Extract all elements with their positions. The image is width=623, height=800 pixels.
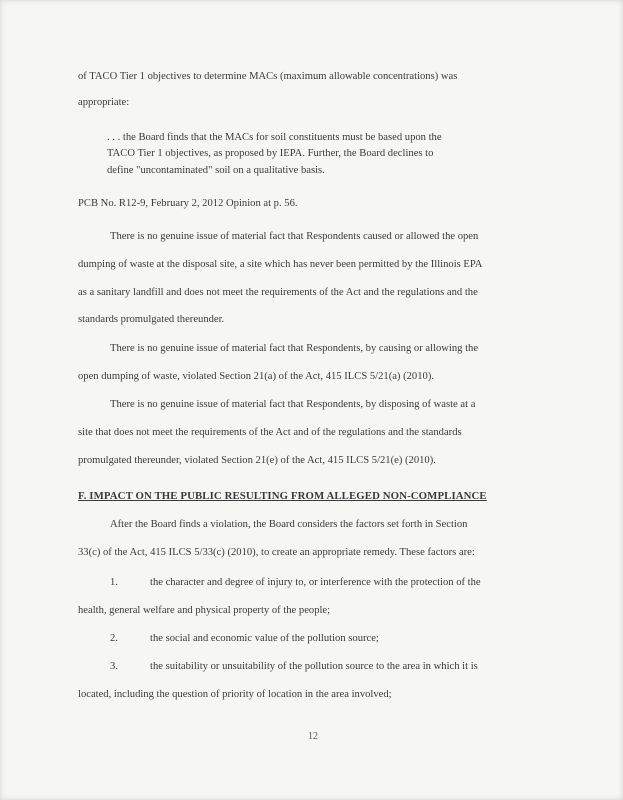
list-item-continuation: located, including the question of priority of location in the area involved;	[78, 689, 392, 700]
paragraph-line: standards promulgated thereunder.	[78, 314, 225, 325]
paragraph-line: There is no genuine issue of material fact that Respondents, by disposing of waste at a	[110, 399, 476, 410]
paragraph-line: After the Board finds a violation, the Board considers the factors set forth in Section	[110, 519, 468, 530]
list-number: 3.	[110, 661, 118, 672]
list-text: the character and degree of injury to, or interference with the protection of the	[150, 577, 481, 588]
list-text: the social and economic value of the pollution source;	[150, 633, 379, 644]
paragraph-line: There is no genuine issue of material fact that Respondents, by causing or allowing the	[110, 343, 479, 354]
paragraph-line: open dumping of waste, violated Section 21(a) of the Act, 415 ILCS 5/21(a) (2010).	[78, 371, 434, 382]
quote-line: . . . the Board finds that the MACs for soil constituents must be based upon the	[107, 132, 442, 143]
paragraph-line: dumping of waste at the disposal site, a site which has never been permitted by the Illinois EPA	[78, 259, 483, 270]
list-item	[110, 660, 478, 674]
body-line: of TACO Tier 1 objectives to determine MACs (maximum allowable concentrations) was	[78, 71, 458, 82]
quote-line: define "uncontaminated" soil on a qualitative basis.	[107, 165, 325, 176]
citation: PCB No. R12-9, February 2, 2012 Opinion at p. 56.	[78, 198, 298, 209]
paragraph-line: site that does not meet the requirements of the Act and of the regulations and the standards	[78, 427, 462, 438]
list-number: 2.	[110, 633, 118, 644]
page-number: 12	[308, 731, 318, 742]
quote-line: TACO Tier 1 objectives, as proposed by IEPA. Further, the Board declines to	[107, 148, 434, 159]
body-line: appropriate:	[78, 97, 130, 108]
list-item	[110, 632, 379, 646]
list-item-continuation: health, general welfare and physical property of the people;	[78, 605, 331, 616]
paragraph-line: There is no genuine issue of material fact that Respondents caused or allowed the open	[110, 231, 479, 242]
paragraph-line: 33(c) of the Act, 415 ILCS 5/33(c) (2010), to create an appropriate remedy. These factors are:	[78, 547, 475, 558]
list-text: the suitability or unsuitability of the pollution source to the area in which it is	[150, 661, 478, 672]
list-number: 1.	[110, 577, 118, 588]
list-item	[110, 576, 481, 590]
paragraph-line: promulgated thereunder, violated Section 21(e) of the Act, 415 ILCS 5/21(e) (2010).	[78, 455, 436, 466]
section-heading: F. IMPACT ON THE PUBLIC RESULTING FROM ALLEGED NON-COMPLIANCE	[78, 490, 487, 502]
paragraph-line: as a sanitary landfill and does not meet the requirements of the Act and the regulations and the	[78, 287, 478, 298]
